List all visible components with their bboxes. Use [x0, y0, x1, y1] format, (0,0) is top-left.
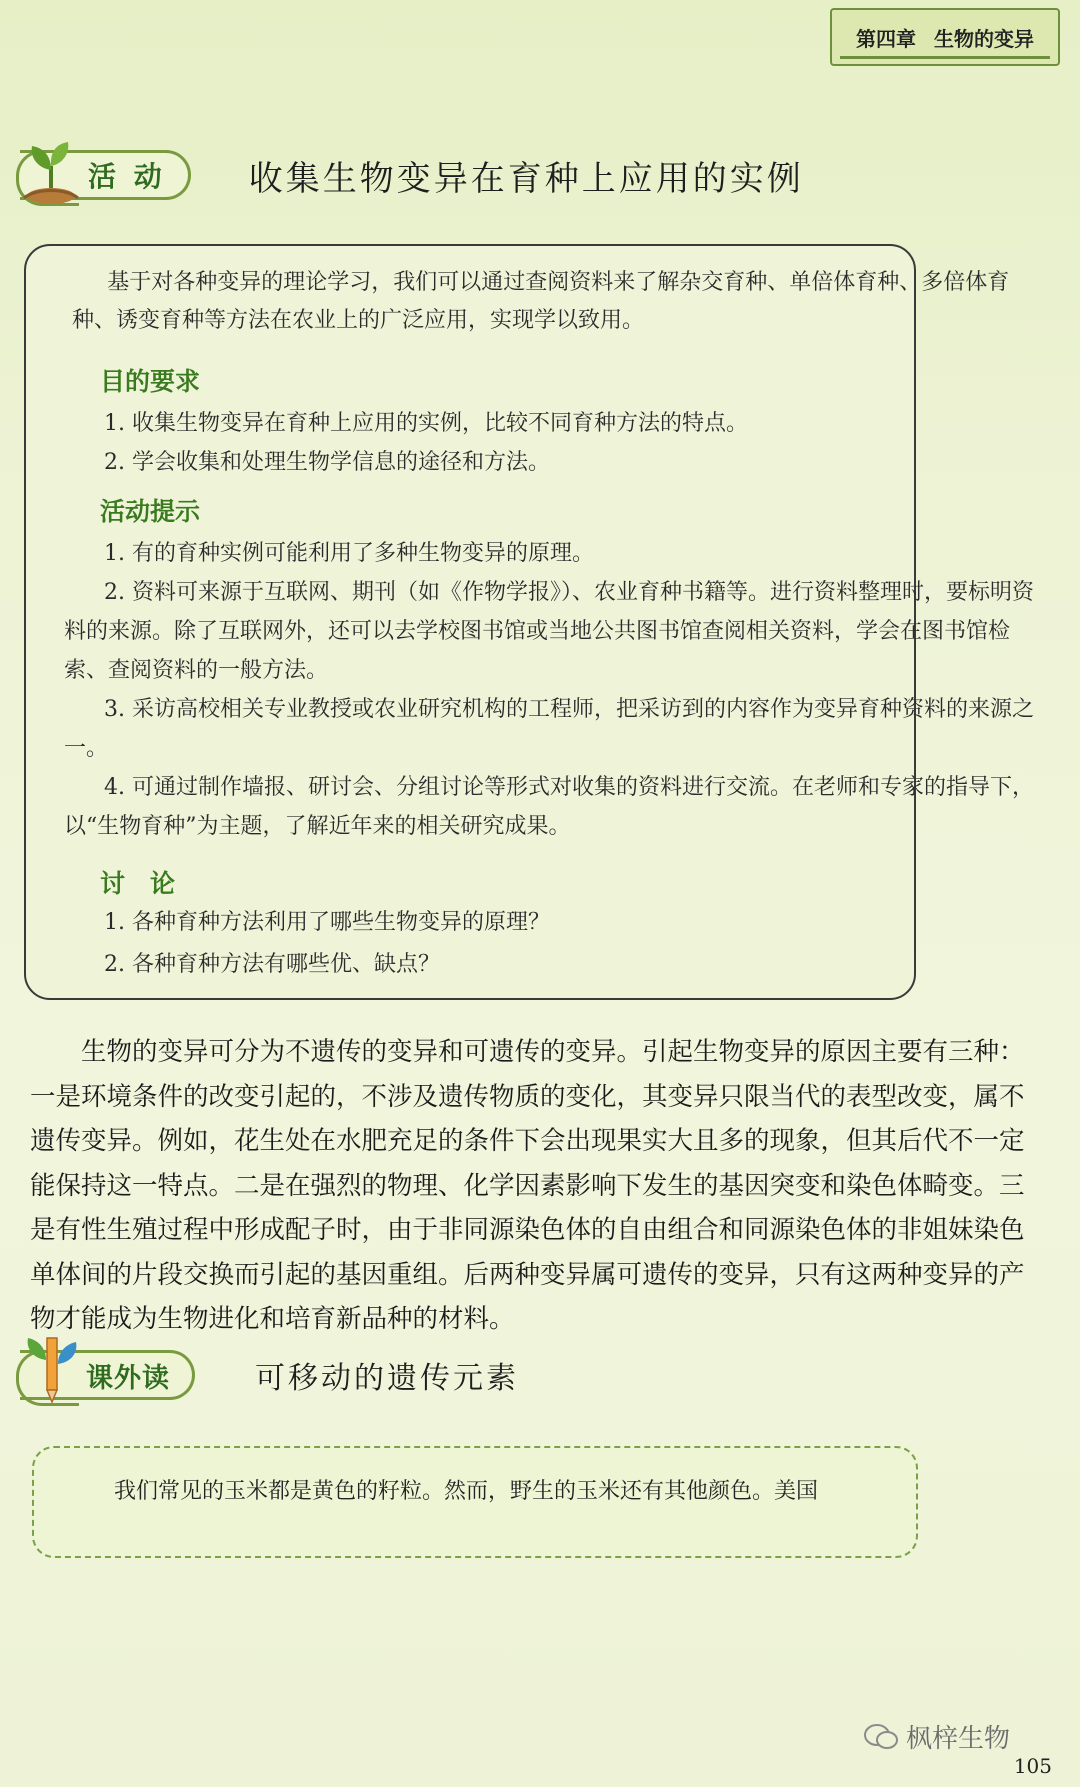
activity-title: 收集生物变异在育种上应用的实例 [248, 158, 804, 199]
pencil-icon [20, 1330, 84, 1406]
activity-intro: 基于对各种变异的理论学习，我们可以通过查阅资料来了解杂交育种、单倍体育种、多倍体育种、诱变育种等方法在农业上的广泛应用，实现学以致用。 [72, 270, 1010, 333]
goal-item: 2. 学会收集和处理生物学信息的途径和方法。 [104, 450, 550, 475]
tip-item: 4. 可通过制作墙报、研讨会、分组讨论等形式对收集的资料进行交流。在老师和专家的指导下，以“生物育种”为主题，了解近年来的相关研究成果。 [64, 775, 1034, 839]
chapter-tab [830, 8, 1060, 66]
chapter-number: 第四章 [856, 26, 916, 51]
extra-reading-label: 课外读 [86, 1362, 170, 1394]
activity-label: 活 动 [88, 160, 166, 193]
goal-item: 1. 收集生物变异在育种上应用的实例，比较不同育种方法的特点。 [104, 411, 748, 436]
tip-item: 2. 资料可来源于互联网、期刊（如《作物学报》）、农业育种书籍等。进行资料整理时，要标明资料的来源。除了互联网外，还可以去学校图书馆或当地公共图书馆查阅相关资料，学会在图书馆检索、查阅资料的一般方法。 [64, 580, 1034, 683]
watermark-text: 枫梓生物 [905, 1724, 1010, 1754]
page-number: 105 [1013, 1754, 1052, 1778]
extra-reading-text: 我们常见的玉米都是黄色的籽粒。然而，野生的玉米还有其他颜色。美国 [114, 1479, 819, 1504]
activity-header [20, 150, 804, 200]
discussion-item: 2. 各种育种方法有哪些优、缺点？ [104, 952, 440, 977]
extra-reading-title: 可移动的遗传元素 [255, 1361, 519, 1396]
discussion-heading: 讨 论 [100, 869, 176, 898]
chapter-title: 生物的变异 [934, 26, 1034, 51]
sprout-icon [16, 136, 86, 206]
tip-item: 3. 采访高校相关专业教授或农业研究机构的工程师，把采访到的内容作为变异育种资料的来源之一。 [64, 697, 1034, 761]
discussion-item: 1. 各种育种方法利用了哪些生物变异的原理？ [104, 910, 550, 935]
body-paragraph: 生物的变异可分为不遗传的变异和可遗传的变异。引起生物变异的原因主要有三种：一是环境条件的改变引起的，不涉及遗传物质的变化，其变异只限当代的表型改变，属不遗传变异。例如，花生处在水肥充足的条件下会出现果实大且多的现象，但其后代不一定能保持这一特点。二是在强烈的物理、化学因素影响下发生的基因突变和染色体畸变。三是有性生殖过程中形成配子时，由于非同源染色体的自由组合和同源染色体的非姐妹染色单体间的片段交换而引起的基因重组。后两种变异属可遗传的变异，只有这两种变异的产物才能成为生物进化和培育新品种的材料。 [30, 1037, 1025, 1334]
goals-heading: 目的要求 [100, 367, 201, 396]
extra-reading-header [20, 1350, 519, 1400]
wechat-icon [864, 1723, 898, 1751]
watermark [864, 1718, 1010, 1755]
tips-heading: 活动提示 [100, 497, 201, 526]
tip-item: 1. 有的育种实例可能利用了多种生物变异的原理。 [104, 541, 594, 566]
